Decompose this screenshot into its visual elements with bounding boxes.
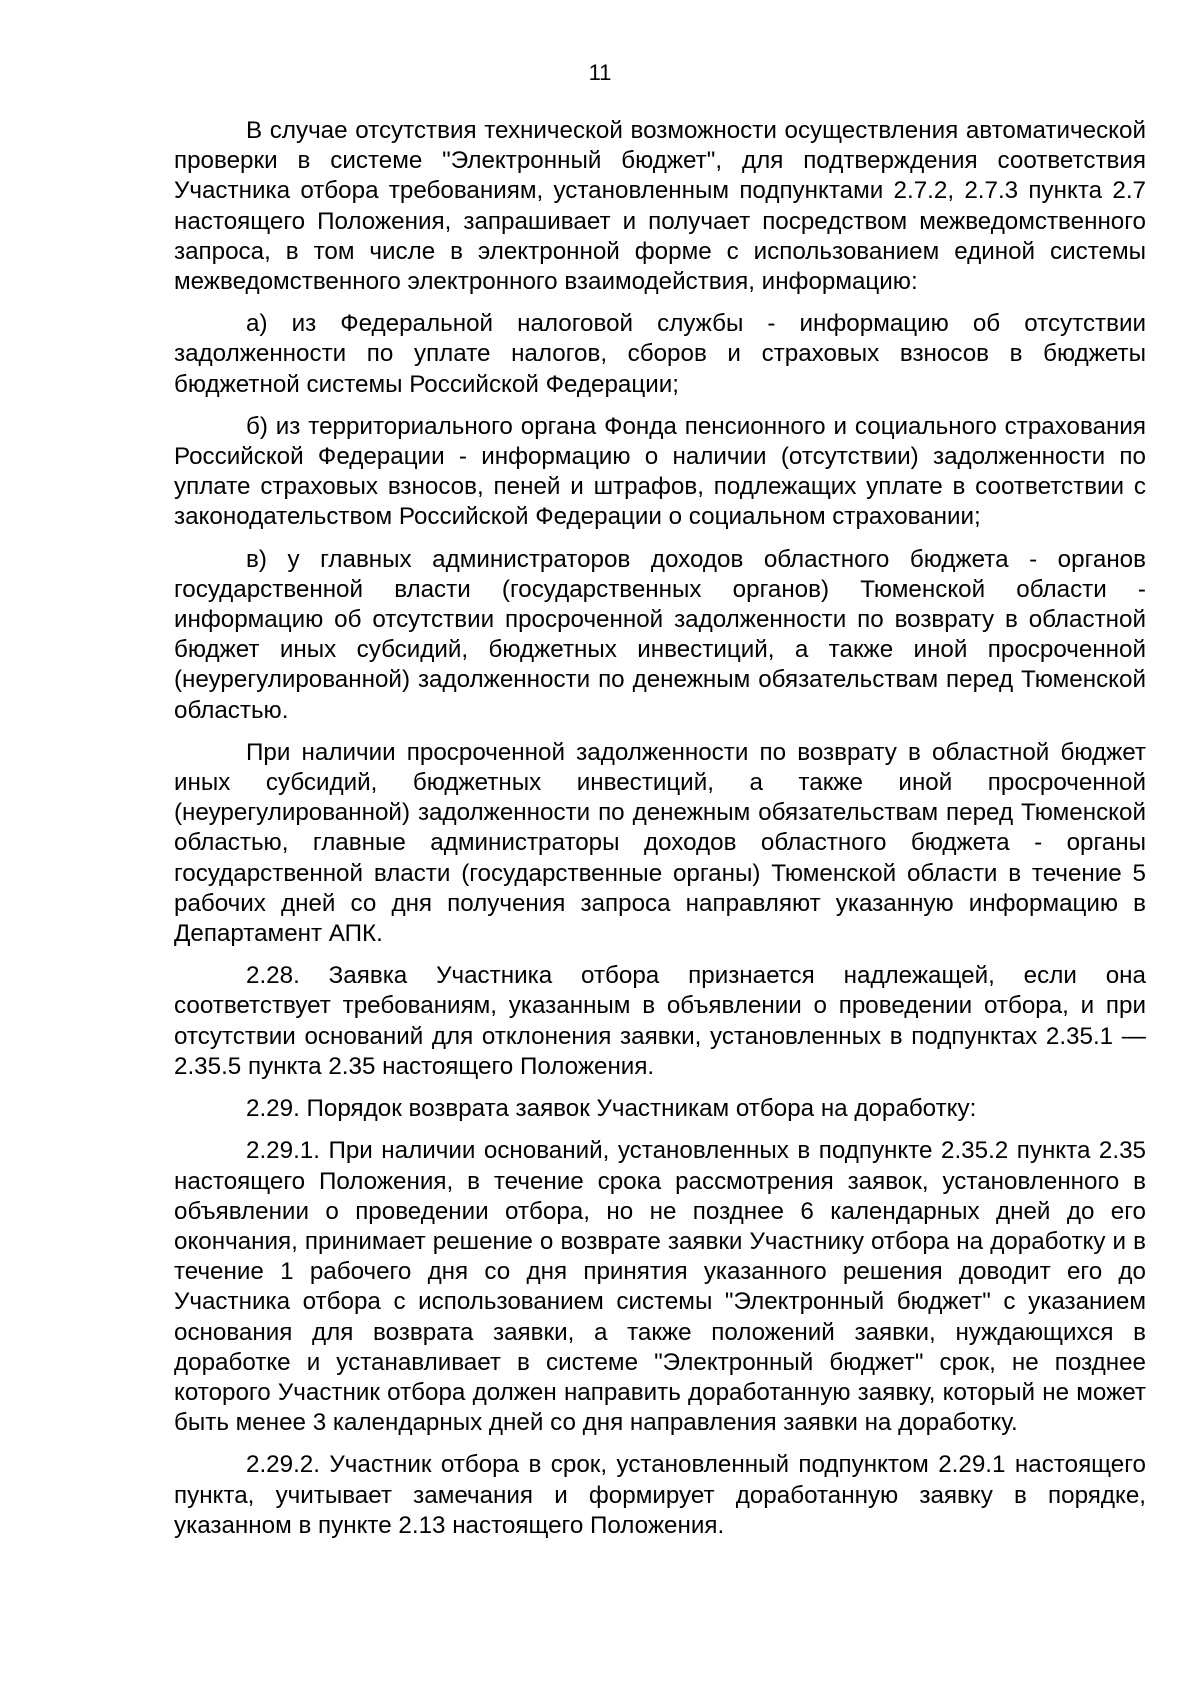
paragraph-intro: В случае отсутствия технической возможности осуществления автоматической проверки в системе "Электронный бюджет", для подтверждения соответствия Участника отбора требованиям, установленным подпунктами 2.7.2, 2.7.3 пункта 2.7 настоящего Положения, запрашивает и получает посредством межведомственного запроса, в том числе в электронной форме с использованием единой системы межведомственного электронного взаимодействия, информацию: bbox=[174, 117, 1146, 296]
paragraph-item-v: в) у главных администраторов доходов областного бюджета - органов государственной власти (государственных органов) Тюменской области - информацию об отсутствии просроченной задолженности по возврату в областной бюджет иных субсидий, бюджетных инвестиций, а также иной просроченной (неурегулированной) задолженности по денежным обязательствам перед Тюменской областью. bbox=[174, 545, 1146, 724]
paragraph-2-28: 2.28. Заявка Участника отбора признается надлежащей, если она соответствует требованиям, указанным в объявлении о проведении отбора, и при отсутствии оснований для отклонения заявки, установленных в подпунктах 2.35.1 — 2.35.5 пункта 2.35 настоящего Положения. bbox=[174, 962, 1146, 1080]
paragraph-item-b: б) из территориального органа Фонда пенсионного и социального страхования Российской Федерации - информацию о наличии (отсутствии) задолженности по уплате страховых взносов, пеней и штрафов, подлежащих уплате в соответствии с законодательством Российской Федерации о социальном страховании; bbox=[174, 412, 1146, 531]
page-number: 11 bbox=[588, 60, 612, 85]
paragraph-2-29: 2.29. Порядок возврата заявок Участникам отбора на доработку: bbox=[246, 1095, 977, 1123]
paragraph-2-29-2: 2.29.2. Участник отбора в срок, установленный подпунктом 2.29.1 настоящего пункта, учитывает замечания и формирует доработанную заявку в порядке, указанном в пункте 2.13 настоящего Положения. bbox=[174, 1451, 1146, 1539]
paragraph-2-29-1: 2.29.1. При наличии оснований, установленных в подпункте 2.35.2 пункта 2.35 настоящего Положения, в течение срока рассмотрения заявок, установленного в объявлении о проведении отбора, но не позднее 6 календарных дней до его окончания, принимает решение о возврате заявки Участнику отбора на доработку и в течение 1 рабочего дня со дня принятия указанного решения доводит его до Участника отбора с использованием системы "Электронный бюджет" с указанием основания для возврата заявки, а также положений заявки, нуждающихся в доработке и устанавливает в системе "Электронный бюджет" срок, не позднее которого Участник отбора должен направить доработанную заявку, который не может быть менее 3 календарных дней со дня направления заявки на доработку. bbox=[174, 1137, 1146, 1437]
paragraph-overdue-debt: При наличии просроченной задолженности по возврату в областной бюджет иных субсидий, бюджетных инвестиций, а также иной просроченной (неурегулированной) задолженности по денежным обязательствам перед Тюменской областью, главные администраторы доходов областного бюджета - органы государственной власти (государственные органы) Тюменской области в течение 5 рабочих дней со дня получения запроса направляют указанную информацию в Департамент АПК. bbox=[174, 738, 1146, 948]
document-body bbox=[174, 116, 1146, 1553]
paragraph-item-a: а) из Федеральной налоговой службы - информацию об отсутствии задолженности по уплате налогов, сборов и страховых взносов в бюджеты бюджетной системы Российской Федерации; bbox=[174, 310, 1146, 398]
